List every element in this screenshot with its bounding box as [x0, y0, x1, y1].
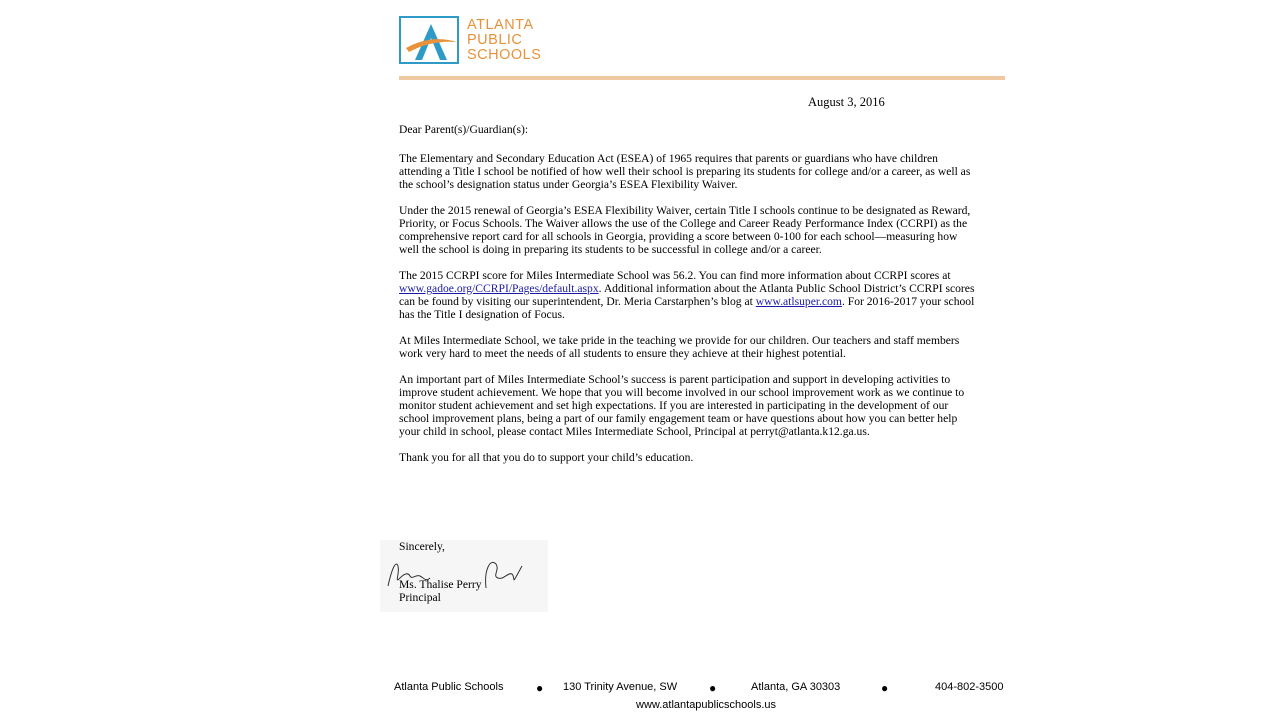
logo-line-3: SCHOOLS: [467, 47, 542, 63]
signature-block: [380, 540, 548, 612]
closing: Sincerely,: [399, 540, 445, 553]
paragraph-pride: At Miles Intermediate School, we take pride in the teaching we provide for our children. Our teachers and staff members work very hard to meet the needs of all students to ensure they achieve at their highest potential.: [399, 334, 960, 360]
gadoe-link[interactable]: www.gadoe.org/CCRPI/Pages/default.aspx: [399, 282, 599, 295]
footer-phone: 404-802-3500: [935, 681, 1004, 693]
letter-body: [399, 123, 979, 477]
paragraph-waiver: Under the 2015 renewal of Georgia’s ESEA Flexibility Waiver, certain Title I schools continue to be designated as Reward, Priority, or Focus Schools. The Waiver allows the use of the College and Career Ready Performance Index (CCRPI) as the comprehensive report card for all schools in Georgia, providing a score between 0-100 for each school—measuring how well the school is doing in preparing its students to be successful in college and/or a career.: [399, 204, 971, 256]
footer-org: Atlanta Public Schools: [394, 681, 504, 693]
signer-title: Principal: [399, 591, 441, 604]
paragraph-esea: The Elementary and Secondary Education Act (ESEA) of 1965 requires that parents or guardians who have children attending a Title I school be notified of how well their school is preparing its students for college and/or a career, as well as the school’s designation status under Georgia’s ESEA Flexibility Waiver.: [399, 152, 971, 191]
ccrpi-text-1: The 2015 CCRPI score for Miles Intermediate School was 56.2. You can find more information about CCRPI scores at: [399, 269, 951, 282]
paragraph-ccrpi: [399, 269, 979, 321]
footer-bullet-3: ●: [881, 681, 889, 695]
atlsuper-link[interactable]: www.atlsuper.com: [755, 295, 842, 308]
footer-address: 130 Trinity Avenue, SW: [563, 681, 678, 693]
ccrpi-text-2: . Additional information about the Atlanta Public School District’s CCRPI scores can be found by visiting our superintendent, Dr. Meria Carstarphen’s blog at: [399, 282, 975, 308]
ccrpi-text-3: . For 2016-2017 your school has the Title I designation of Focus.: [399, 295, 975, 321]
footer-bullet-1: ●: [536, 681, 544, 695]
letterhead-divider: [399, 76, 1005, 80]
logo-a-icon: [399, 16, 459, 64]
logo-wordmark: [467, 18, 541, 63]
paragraph-participation: An important part of Miles Intermediate School’s success is parent participation and support in developing activities to improve student achievement. We hope that you will become involved in our school improvement work as we continue to monitor student achievement and set high expectations. If you are interested in participating in the development of our school improvement plans, being a part of our family engagement team or have questions about how you can better help your child in school, please contact Miles Intermediate School, Principal at perryt@atlanta.k12.ga.us.: [399, 373, 965, 438]
paragraph-thanks: Thank you for all that you do to support your child’s education.: [399, 451, 694, 464]
signer-name: Ms. Thalise Perry: [399, 578, 482, 591]
logo-line-1: ATLANTA: [467, 17, 534, 33]
logo-line-2: PUBLIC: [467, 32, 523, 48]
salutation: Dear Parent(s)/Guardian(s):: [399, 123, 529, 136]
footer-bullet-2: ●: [709, 681, 717, 695]
footer-city: Atlanta, GA 30303: [751, 681, 841, 693]
letter-date: August 3, 2016: [808, 95, 885, 109]
footer-url[interactable]: www.atlantapublicschools.us: [636, 699, 777, 711]
aps-logo: [399, 16, 561, 66]
